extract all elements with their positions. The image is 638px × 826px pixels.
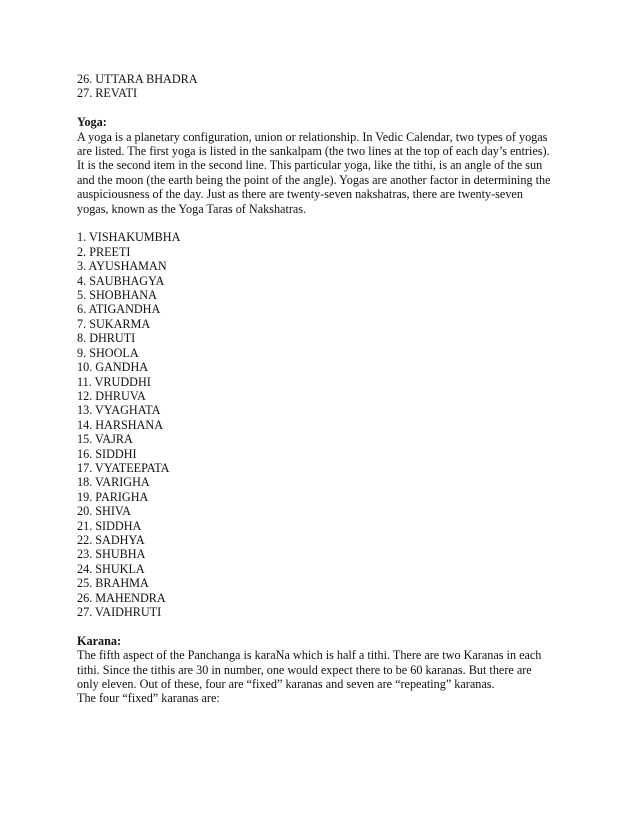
list-item: 24. SHUKLA [77,561,145,576]
list-item: 27. REVATI [77,86,138,101]
paragraph-line: only eleven. Out of these, four are “fixed” karanas and seven are “repeating” karanas. [77,677,495,692]
list-item: 7. SUKARMA [77,316,151,331]
paragraph-line: The fifth aspect of the Panchanga is karaNa which is half a tithi. There are two Karanas in each [77,648,542,663]
list-item: 11. VRUDDHI [77,374,151,389]
karana-paragraph [77,648,567,706]
list-item: 3. AYUSHAMAN [77,259,167,274]
list-item: 16. SIDDHI [77,446,137,461]
paragraph-line: are listed. The first yoga is listed in the sankalpam (the two lines at the top of each day’s entries). [77,144,550,159]
paragraph-line: yogas, known as the Yoga Taras of Nakshatras. [77,201,307,216]
spacer [77,619,567,633]
list-item: 10. GANDHA [77,360,149,375]
list-item: 12. DHRUVA [77,388,146,403]
list-item: 15. VAJRA [77,432,133,447]
list-item: 21. SIDDHA [77,518,142,533]
list-item: 2. PREETI [77,244,131,259]
yoga-paragraph [77,130,567,216]
list-item: 4. SAUBHAGYA [77,273,165,288]
list-item: 6. ATIGANDHA [77,302,161,317]
list-item: 13. VYAGHATA [77,403,161,418]
list-item: 19. PARIGHA [77,489,149,504]
paragraph-line: A yoga is a planetary configuration, union or relationship. In Vedic Calendar, two types of yogas [77,129,548,144]
paragraph-line: It is the second item in the second line. This particular yoga, like the tithi, is an angle of the sun [77,158,543,173]
list-item: 14. HARSHANA [77,417,163,432]
yoga-list [77,230,567,619]
paragraph-line: and the moon (the earth being the point of the angle). Yogas are another factor in determining the [77,172,551,187]
list-item: 9. SHOOLA [77,345,139,360]
list-item: 18. VARIGHA [77,475,150,490]
paragraph-line: The four “fixed” karanas are: [77,691,220,706]
paragraph-line: tithi. Since the tithis are 30 in number, one would expect there to be 60 karanas. But there are [77,662,532,677]
document-page [77,72,567,706]
spacer [77,216,567,230]
section-heading-karana: Karana: [77,633,122,648]
list-item: 26. UTTARA BHADRA [77,72,198,86]
list-item: 25. BRAHMA [77,576,149,591]
list-item: 23. SHUBHA [77,547,146,562]
spacer [77,101,567,115]
list-item: 20. SHIVA [77,504,131,519]
list-item: 5. SHOBHANA [77,288,157,303]
paragraph-line: auspiciousness of the day. Just as there are twenty-seven nakshatras, there are twenty-seven [77,187,523,202]
list-item: 1. VISHAKUMBHA [77,230,181,245]
list-item: 26. MAHENDRA [77,590,166,605]
list-item: 27. VAIDHRUTI [77,605,162,619]
list-item: 22. SADHYA [77,532,145,547]
list-item: 8. DHRUTI [77,331,136,346]
section-heading-yoga: Yoga: [77,115,107,130]
list-item: 17. VYATEEPATA [77,460,170,475]
